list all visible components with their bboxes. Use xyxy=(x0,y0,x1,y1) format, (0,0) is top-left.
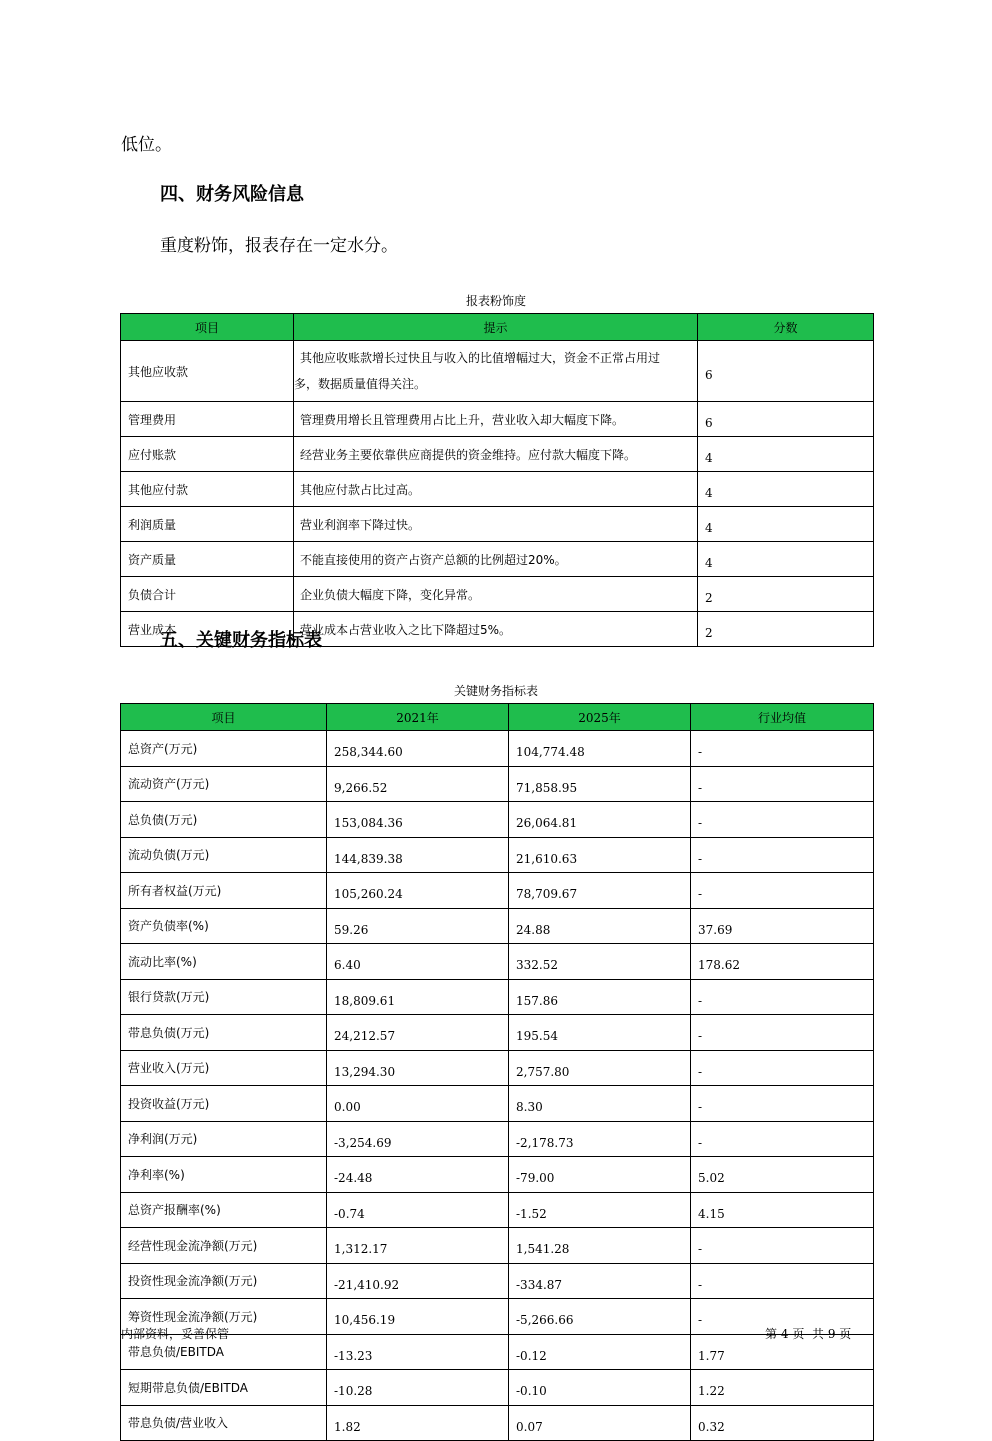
row-avg: 5.02 xyxy=(691,1157,874,1193)
row-avg: - xyxy=(691,837,874,873)
row-hint: 经营业务主要依靠供应商提供的资金维持。应付款大幅度下降。 xyxy=(294,437,698,472)
row-avg: 1.77 xyxy=(691,1334,874,1370)
row-item: 投资性现金流净额(万元) xyxy=(121,1263,327,1299)
table-row xyxy=(121,837,874,873)
row-2025: -2,178.73 xyxy=(509,1121,691,1157)
row-avg: - xyxy=(691,1050,874,1086)
row-2025: -0.12 xyxy=(509,1334,691,1370)
row-item: 流动负债(万元) xyxy=(121,837,327,873)
row-2021: 59.26 xyxy=(327,908,509,944)
table-header-row xyxy=(121,704,874,731)
row-hint-line1: 其他应收账款增长过快且与收入的比值增幅过大，资金不正常占用过 xyxy=(300,351,661,365)
row-2025: 8.30 xyxy=(509,1086,691,1122)
row-item: 投资收益(万元) xyxy=(121,1086,327,1122)
whitewash-table xyxy=(120,313,874,647)
row-item: 带息负债/EBITDA xyxy=(121,1334,327,1370)
row-item: 净利润(万元) xyxy=(121,1121,327,1157)
row-item: 总资产(万元) xyxy=(121,731,327,767)
row-2025: -1.52 xyxy=(509,1192,691,1228)
row-2021: 10,456.19 xyxy=(327,1299,509,1335)
row-hint-line2: 多，数据质量值得关注。 xyxy=(294,377,427,391)
footer-page-current: 4 xyxy=(780,1327,789,1341)
row-score: 4 xyxy=(698,542,874,577)
row-hint: 管理费用增长且管理费用占比上升，营业收入却大幅度下降。 xyxy=(294,402,698,437)
row-avg: 4.15 xyxy=(691,1192,874,1228)
row-2025: 24.88 xyxy=(509,908,691,944)
row-avg: 37.69 xyxy=(691,908,874,944)
footer-page-total: 9 xyxy=(827,1327,836,1341)
table-row xyxy=(121,766,874,802)
row-2021: 0.00 xyxy=(327,1086,509,1122)
row-2021: -21,410.92 xyxy=(327,1263,509,1299)
indicator-table-caption: 关键财务指标表 xyxy=(453,684,538,698)
row-2021: 13,294.30 xyxy=(327,1050,509,1086)
table-row xyxy=(121,1050,874,1086)
table-row xyxy=(121,1086,874,1122)
row-avg: 0.32 xyxy=(691,1405,874,1441)
row-avg: - xyxy=(691,979,874,1015)
row-avg: - xyxy=(691,1086,874,1122)
footer-page-label-d: 页 xyxy=(839,1327,852,1341)
row-score: 6 xyxy=(698,341,874,402)
row-2021: -3,254.69 xyxy=(327,1121,509,1157)
row-2025: 71,858.95 xyxy=(509,766,691,802)
table-row xyxy=(121,507,874,542)
table-row xyxy=(121,802,874,838)
row-2021: -0.74 xyxy=(327,1192,509,1228)
intro-tail-text: 低位。 xyxy=(121,135,172,155)
table-row xyxy=(121,1228,874,1264)
table-row xyxy=(121,1370,874,1406)
row-item: 筹资性现金流净额(万元) xyxy=(121,1299,327,1335)
row-hint: 营业成本占营业收入之比下降超过5%。 xyxy=(294,612,698,647)
row-item: 净利率(%) xyxy=(121,1157,327,1193)
table-row xyxy=(121,1299,874,1335)
row-2025: 1,541.28 xyxy=(509,1228,691,1264)
table-row xyxy=(121,1121,874,1157)
table-row xyxy=(121,437,874,472)
header-2021: 2021年 xyxy=(327,704,509,731)
row-avg: - xyxy=(691,802,874,838)
row-item: 营业收入(万元) xyxy=(121,1050,327,1086)
row-score: 2 xyxy=(698,577,874,612)
row-score: 4 xyxy=(698,507,874,542)
row-avg: - xyxy=(691,731,874,767)
row-hint: 其他应付款占比过高。 xyxy=(294,472,698,507)
row-item: 利润质量 xyxy=(121,507,294,542)
row-hint xyxy=(294,341,698,402)
row-2025: 332.52 xyxy=(509,944,691,980)
row-avg: - xyxy=(691,1263,874,1299)
row-avg: - xyxy=(691,1121,874,1157)
footer-confidential-note: 内部资料，妥善保管 xyxy=(121,1327,230,1341)
indicator-table xyxy=(120,703,874,1441)
row-avg: - xyxy=(691,1299,874,1335)
table-row xyxy=(121,542,874,577)
header-item: 项目 xyxy=(121,314,294,341)
table-row xyxy=(121,1263,874,1299)
row-2021: 258,344.60 xyxy=(327,731,509,767)
row-2021: 144,839.38 xyxy=(327,837,509,873)
footer-page-label-b: 页 xyxy=(792,1327,805,1341)
row-item: 短期带息负债/EBITDA xyxy=(121,1370,327,1406)
row-item: 其他应收款 xyxy=(121,341,294,402)
row-item: 流动比率(%) xyxy=(121,944,327,980)
row-item: 总负债(万元) xyxy=(121,802,327,838)
row-2021: -24.48 xyxy=(327,1157,509,1193)
header-score: 分数 xyxy=(698,314,874,341)
row-2021: 153,084.36 xyxy=(327,802,509,838)
table-row xyxy=(121,944,874,980)
row-2025: 104,774.48 xyxy=(509,731,691,767)
row-avg: - xyxy=(691,873,874,909)
table-row xyxy=(121,577,874,612)
row-score: 2 xyxy=(698,612,874,647)
header-2025: 2025年 xyxy=(509,704,691,731)
row-2025: 195.54 xyxy=(509,1015,691,1051)
section4-heading: 四、财务风险信息 xyxy=(160,184,304,205)
header-hint: 提示 xyxy=(294,314,698,341)
table-row xyxy=(121,908,874,944)
row-avg: 178.62 xyxy=(691,944,874,980)
table-row xyxy=(121,1192,874,1228)
row-2025: -79.00 xyxy=(509,1157,691,1193)
row-2025: 26,064.81 xyxy=(509,802,691,838)
row-2021: 6.40 xyxy=(327,944,509,980)
row-hint: 不能直接使用的资产占资产总额的比例超过20%。 xyxy=(294,542,698,577)
table-row xyxy=(121,873,874,909)
footer-page-number xyxy=(765,1325,851,1342)
row-item: 管理费用 xyxy=(121,402,294,437)
row-2025: 21,610.63 xyxy=(509,837,691,873)
header-industry-avg: 行业均值 xyxy=(691,704,874,731)
row-2021: -13.23 xyxy=(327,1334,509,1370)
row-avg: - xyxy=(691,766,874,802)
table-row xyxy=(121,1157,874,1193)
row-item: 资产质量 xyxy=(121,542,294,577)
row-2025: 0.07 xyxy=(509,1405,691,1441)
section4-summary: 重度粉饰，报表存在一定水分。 xyxy=(160,236,398,256)
table-row xyxy=(121,979,874,1015)
table-row xyxy=(121,731,874,767)
row-item: 其他应付款 xyxy=(121,472,294,507)
row-item: 资产负债率(%) xyxy=(121,908,327,944)
row-item: 营业成本 xyxy=(121,612,294,647)
header-item: 项目 xyxy=(121,704,327,731)
whitewash-table-caption: 报表粉饰度 xyxy=(465,294,526,308)
row-item: 流动资产(万元) xyxy=(121,766,327,802)
row-2021: 105,260.24 xyxy=(327,873,509,909)
row-2025: -334.87 xyxy=(509,1263,691,1299)
footer-page-label-c: 共 xyxy=(811,1327,824,1341)
row-2021: 9,266.52 xyxy=(327,766,509,802)
row-item: 经营性现金流净额(万元) xyxy=(121,1228,327,1264)
row-2025: 157.86 xyxy=(509,979,691,1015)
section5-heading: 五、关键财务指标表 xyxy=(160,630,322,651)
table-header-row xyxy=(121,314,874,341)
row-2021: 1.82 xyxy=(327,1405,509,1441)
row-item: 应付账款 xyxy=(121,437,294,472)
row-item: 银行贷款(万元) xyxy=(121,979,327,1015)
table-row xyxy=(121,341,874,402)
row-item: 总资产报酬率(%) xyxy=(121,1192,327,1228)
row-item: 带息负债(万元) xyxy=(121,1015,327,1051)
row-2025: 2,757.80 xyxy=(509,1050,691,1086)
table-row xyxy=(121,1015,874,1051)
row-2021: -10.28 xyxy=(327,1370,509,1406)
row-2021: 1,312.17 xyxy=(327,1228,509,1264)
row-score: 4 xyxy=(698,437,874,472)
row-2025: -0.10 xyxy=(509,1370,691,1406)
table-row xyxy=(121,1405,874,1441)
row-item: 所有者权益(万元) xyxy=(121,873,327,909)
row-item: 负债合计 xyxy=(121,577,294,612)
table-row xyxy=(121,1334,874,1370)
row-avg: - xyxy=(691,1228,874,1264)
row-2021: 18,809.61 xyxy=(327,979,509,1015)
row-avg: - xyxy=(691,1015,874,1051)
row-2025: 78,709.67 xyxy=(509,873,691,909)
footer-page-label-a: 第 xyxy=(765,1327,778,1341)
table-row xyxy=(121,402,874,437)
row-item: 带息负债/营业收入 xyxy=(121,1405,327,1441)
row-avg: 1.22 xyxy=(691,1370,874,1406)
row-score: 6 xyxy=(698,402,874,437)
table-row xyxy=(121,472,874,507)
row-hint: 营业利润率下降过快。 xyxy=(294,507,698,542)
row-2025: -5,266.66 xyxy=(509,1299,691,1335)
row-2021: 24,212.57 xyxy=(327,1015,509,1051)
row-hint: 企业负债大幅度下降，变化异常。 xyxy=(294,577,698,612)
row-score: 4 xyxy=(698,472,874,507)
